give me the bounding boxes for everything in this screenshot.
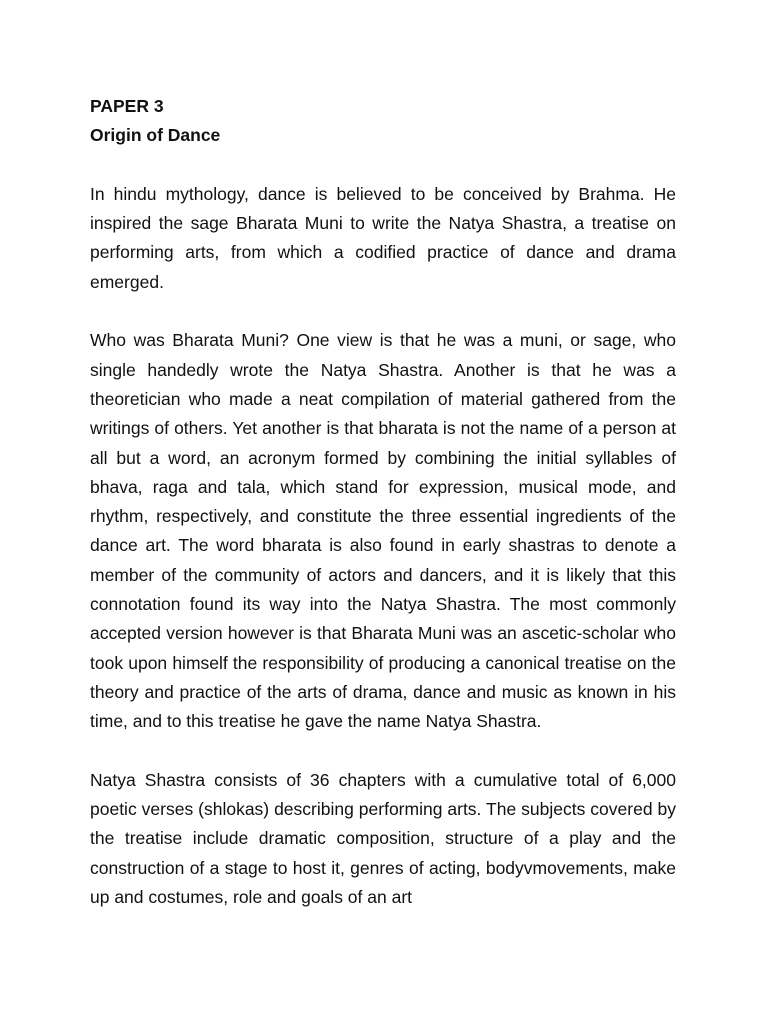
paper-title: PAPER 3 bbox=[90, 96, 164, 116]
document-page bbox=[90, 92, 676, 912]
paragraph-bharata-muni: Who was Bharata Muni? One view is that he was a muni, or sage, who single handedly wrote the Natya Shastra. Another is that he was a theoretician who made a neat compilation of material gathered from the writings of others. Yet another is that bharata is not the name of a person at all but a word, an acronym formed by combining the initial syllables of bhava, raga and tala, which stand for expression, musical mode, and rhythm, respectively, and constitute the three essential ingredients of the dance art. The word bharata is also found in early shastras to denote a member of the community of actors and dancers, and it is likely that this connotation found its way into the Natya Shastra. The most commonly accepted version however is that Bharata Muni was an ascetic-scholar who took upon himself the responsibility of producing a canonical treatise on the theory and practice of the arts of drama, dance and music as known in his time, and to this treatise he gave the name Natya Shastra. bbox=[90, 330, 676, 732]
paragraph-natya-shastra: Natya Shastra consists of 36 chapters with a cumulative total of 6,000 poetic verses (shlokas) describing performing arts. The subjects covered by the treatise include dramatic composition, structure of a play and the construction of a stage to host it, genres of acting, bodyvmovements, make up and costumes, role and goals of an art bbox=[90, 769, 676, 908]
document-subtitle: Origin of Dance bbox=[90, 125, 221, 146]
paragraph-intro: In hindu mythology, dance is believed to be conceived by Brahma. He inspired the sage Bharata Muni to write the Natya Shastra, a treatise on performing arts, from which a codified practice of dance and drama emerged. bbox=[90, 183, 676, 292]
